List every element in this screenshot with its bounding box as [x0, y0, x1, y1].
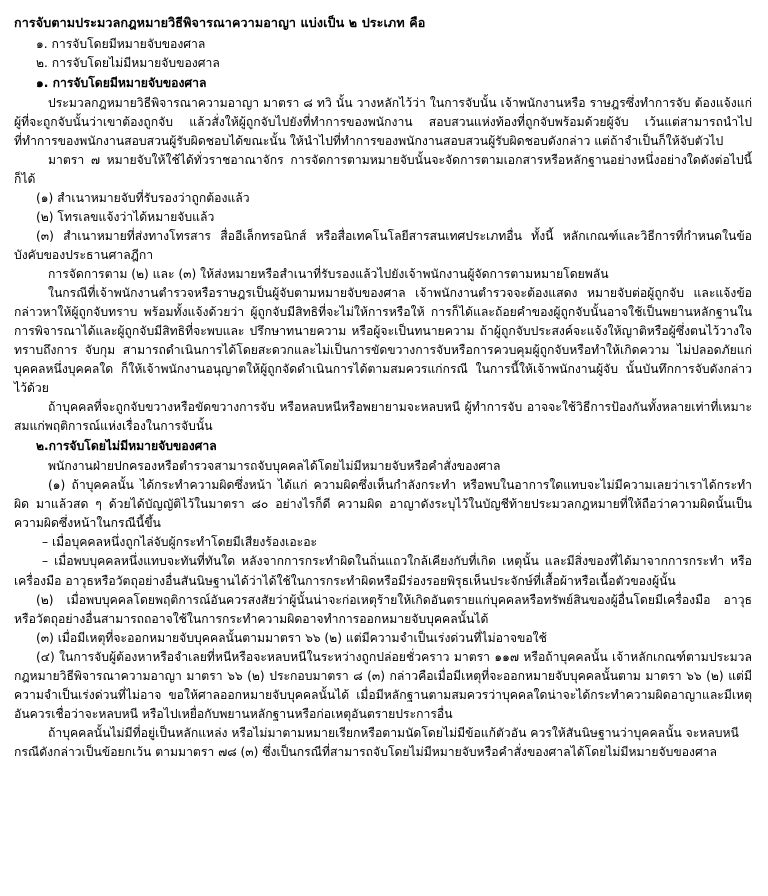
paragraph: กรณีดังกล่าวเป็นข้อยกเว้น ตามมาตรา ๗๘ (๓) ซึ่งเป็นกรณีที่สามารถจับโดยไม่มีหมายจับหรือคำสั่งของศาลได้โดยไม่มีหมายจับของศาล — [14, 744, 718, 759]
list-item: (๓) สำเนาหมายที่ส่งทางโทรสาร สื่ออีเล็กทรอนิกส์ หรือสื่อเทคโนโลยีสารสนเทศประเภทอื่น ทั้งนี้ หลักเกณฑ์และวิธีการที่กำหนดในข้อบังคับของประธานศาลฎีกา — [14, 229, 752, 263]
paragraph: (๑) ถ้าบุคคลนั้น ได้กระทำความผิดซึ่งหน้า ได้แก่ ความผิดซึ่งเห็นกำลังกระทำ หรือพบในอาการใดแทบจะไม่มีความเลยว่าเราได้กระทำผิด มาแล้วสด ๆ ด้วยได้บัญญัติไว้ในมาตรา ๘๐ อย่างไรก็ดี ความผิด อาญาดังระบุไว้ในบัญชีท้ายประมวลกฎหมายที่ให้ถือว่าความผิดนั้นเป็นความผิดซึ่งหน้าในกรณีนี้ขึ้น — [14, 478, 752, 531]
list-item: (๒) เมื่อพบบุคคลโดยพฤติการณ์อันควรสงสัยว่าผู้นั้นน่าจะก่อเหตุร้ายให้เกิดอันตรายแก่บุคคลหรือทรัพย์สินของผู้อื่นโดยมีเครื่องมือ อาวุธ หรือวัตถุอย่างอื่นสามารถถอาจใช้ในการกระทำความผิดอาจทำการออกหมายจับบุคคลนั้นได้ — [14, 592, 752, 626]
list-item: (๓) เมื่อมีเหตุที่จะออกหมายจับบุคคลนั้นตามมาตรา ๖๖ (๒) แต่มีความจำเป็นเร่งด่วนที่ไม่อาจขอใช้ — [36, 630, 547, 645]
page-title: การจับตามประมวลกฎหมายวิธีพิจารณาความอาญา แบ่งเป็น ๒ ประเภท คือ — [14, 15, 426, 30]
paragraph: การจัดการตาม (๒) และ (๓) ให้ส่งหมายหรือสำเนาที่รับรองแล้วไปยังเจ้าพนักงานผู้จัดการตามหมายโดยพลัน — [48, 267, 609, 282]
list-item: (๔) ในการจับผู้ต้องหาหรือจำเลยที่หนีหรือจะหลบหนีในระหว่างถูกปล่อยชั่วคราว มาตรา ๑๑๗ หรือถ้าบุคคลนั้น เจ้าหลักเกณฑ์ตามประมวลกฎหมายวิธีพิจารณาความอาญา มาตรา ๖๖ (๒) ประกอบมาตรา ๘ (๓) กล่าวคือเมื่อมีเหตุที่จะออกหมายจับบุคคลนั้นตาม มาตรา ๖๖ (๒) แต่มีความจำเป็นเร่งด่วนที่ไม่อาจ ขอให้ศาลออกหมายจับบุคคลนั้นได้ เมื่อมีหลักฐานตามสมควรว่าบุคคลใดน่าจะได้กระทำความผิดอาญาและมีเหตุ อันควรเชื่อว่าจะหลบหนี หรือไปเหยื่อกับพยานหลักฐานหรือก่อเหตุอันตรายประการอื่น — [14, 649, 752, 721]
section-heading: ๑. การจับโดยมีหมายจับของศาล — [36, 75, 207, 90]
paragraph: ถ้าบุคคลนั้นไม่มีที่อยู่เป็นหลักแหล่ง หรือไม่มาตามหมายเรียกหรือตามนัดโดยไม่มีข้อแก้ตัวอัน ควรให้สันนิษฐานว่าบุคคลนั้น จะหลบหนี — [48, 725, 739, 740]
paragraph: มาตรา ๗ หมายจับให้ใช้ได้ทั่วราชอาณาจักร การจัดการตามหมายจับนั้นจะจัดการตามเอกสารหรือหลักฐานอย่างหนึ่งอย่างใดดังต่อไปนี้ก็ได้ — [14, 152, 752, 186]
section-heading: ๒.การจับโดยไม่มีหมายจับของศาล — [36, 439, 217, 454]
list-item: ๑. การจับโดยมีหมายจับของศาล — [36, 36, 206, 51]
dash-list-item: – เมื่อพบบุคคลหนึ่งแทบจะทันที่ทันใด หลังจากการกระทำผิดในถิ่นแถวใกล้เคียงกับที่เกิด เหตุนั้น และมีสิ่งของที่ได้มาจากการกระทำ หรือเครื่องมือ อาวุธหรือวัตถุอย่างอื่นสันนิษฐานได้ว่าได้ใช้ในการกระทำผิดหรือมีร่องรอยพิรุธเห็นประจักษ์ที่เสื้อผ้าหรือเนื้อตัวของผู้นั้น — [14, 554, 752, 588]
paragraph: ในกรณีที่เจ้าพนักงานตำรวจหรือราษฎรเป็นผู้จับตามหมายจับของศาล เจ้าพนักงานตำรวจจะต้องแสดง หมายจับต่อผู้ถูกจับ และแจ้งข้อกล่าวหาให้ผู้ถูกจับทราบ พร้อมทั้งแจ้งด้วยว่า ผู้ถูกจับมีสิทธิที่จะไม่ให้การหรือให้ การก็ได้และถ้อยคำของผู้ถูกจับนั้นอาจใช้เป็นพยานหลักฐานในการพิจารณาได้และผู้ถูกจับมีสิทธิที่จะพบและ ปรึกษาทนายความ หรือผู้จะเป็นทนายความ ถ้าผู้ถูกจับประสงค์จะแจ้งให้ญาติหรือผู้ซึ่งตนไว้วางใจทราบถึงการ จับกุม สามารถดำเนินการได้โดยสะดวกและไม่เป็นการขัดขวางการจับหรือการควบคุมผู้ถูกจับหรือทำให้เกิดความ ไม่ปลอดภัยแก่บุคคลหนึ่งบุคคลใด ก็ให้เจ้าพนักงานอนุญาตให้ผู้ถูกจัดดำเนินการได้ตามสมควรแก่กรณี ในการนี้ให้เจ้าพนักงานผู้จับ นั้นบันทึกการจับดังกล่าวไว้ด้วย — [14, 286, 752, 396]
list-item: (๒) โทรเลขแจ้งว่าได้หมายจับแล้ว — [36, 210, 215, 225]
document-body — [14, 35, 752, 762]
list-item: ๒. การจับโดยไม่มีหมายจับของศาล — [36, 55, 220, 70]
paragraph: ประมวลกฎหมายวิธีพิจารณาความอาญา มาตรา ๘ ทวิ นั้น วางหลักไว้ว่า ในการจับนั้น เจ้าพนักงานหรือ ราษฎรซึ่งทำการจับ ต้องแจ้งแก่ผู้ที่จะถูกจับนั้นว่าเขาต้องถูกจับ แล้วสั่งให้ผู้ถูกจับไปยังที่ทำการของพนักงาน สอบสวนแห่งท้องที่ถูกจับพร้อมด้วยผู้จับ เว้นแต่สามารถนำไปที่ทำการของพนักงานสอบสวนผู้รับผิดชอบได้ขณะนั้น ให้นำไปที่ทำการของพนักงานสอบสวนผู้รับผิดชอบดังกล่าว แต่ถ้าจำเป็นก็ให้จับตัวไป — [14, 95, 752, 148]
paragraph: ถ้าบุคคลที่จะถูกจับขวางหรือขัดขวางการจับ หรือหลบหนีหรือพยายามจะหลบหนี ผู้ทำการจับ อาจจะใช้วิธีการป้องกันทั้งหลายเท่าที่เหมาะสมแก่พฤติการณ์แห่งเรื่องในการจับนั้น — [14, 400, 752, 434]
paragraph: พนักงานฝ่ายปกครองหรือตำรวจสามารถจับบุคคลได้โดยไม่มีหมายจับหรือคำสั่งของศาล — [48, 459, 501, 474]
list-item: (๑) สำเนาหมายจับที่รับรองว่าถูกต้องแล้ว — [36, 191, 250, 206]
dash-list-item: – เมื่อบุคคลหนึ่งถูกไล่จับผู้กระทำโดยมีเสียงร้องเอะอะ — [42, 535, 318, 550]
